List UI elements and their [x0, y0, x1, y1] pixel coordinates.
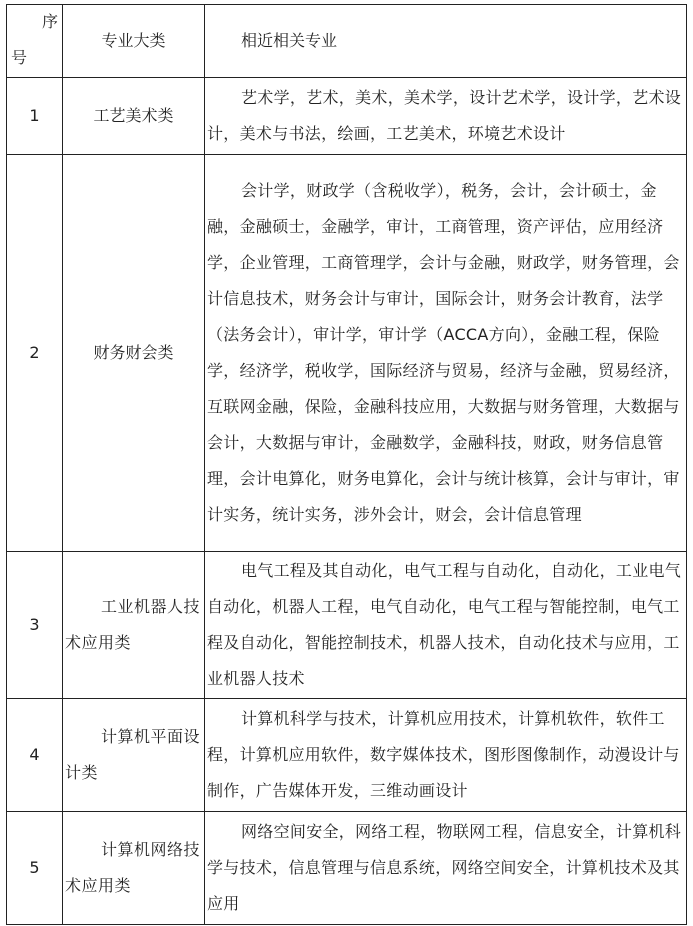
table-row	[7, 155, 687, 552]
row-number: 4	[7, 699, 63, 812]
table-row	[7, 552, 687, 699]
header-num-bottom: 号	[11, 48, 28, 67]
row-related-majors: 计算机科学与技术，计算机应用技术，计算机软件，软件工程，计算机应用软件，数字媒体技术，图形图像制作，动漫设计与制作，广告媒体开发，三维动画设计	[205, 699, 687, 812]
row-number: 3	[7, 552, 63, 699]
row-related-majors: 电气工程及其自动化，电气工程与自动化，自动化，工业电气自动化，机器人工程，电气自动化，电气工程与智能控制，电气工程及自动化，智能控制技术，机器人技术，自动化技术与应用，工业机器人技术	[205, 552, 687, 699]
row-category: 计算机平面设计类	[63, 699, 205, 812]
row-related-majors: 会计学，财政学（含税收学），税务，会计，会计硕士，金融，金融硕士，金融学，审计，工商管理，资产评估，应用经济学，企业管理，工商管理学，会计与金融，财政学，财务管理，会计信息技术，财务会计与审计，国际会计，财务会计教育，法学（法务会计），审计学，审计学（ACCA方向），金融工程，保险学，经济学，税收学，国际经济与贸易，经济与金融，贸易经济，互联网金融，保险，金融科技应用，大数据与财务管理，大数据与会计，大数据与审计，金融数学，金融科技，财政，财务信息管理，会计电算化，财务电算化，会计与统计核算，会计与审计，审计实务，统计实务，涉外会计，财会，会计信息管理	[205, 155, 687, 552]
table-row	[7, 699, 687, 812]
row-related-majors: 网络空间安全，网络工程，物联网工程，信息安全，计算机科学与技术，信息管理与信息系统，网络空间安全，计算机技术及其应用	[205, 812, 687, 925]
row-related-majors: 艺术学，艺术，美术，美术学，设计艺术学，设计学，艺术设计，美术与书法，绘画，工艺美术，环境艺术设计	[205, 78, 687, 155]
row-category: 工艺美术类	[63, 78, 205, 155]
row-number: 2	[7, 155, 63, 552]
header-related: 相近相关专业	[205, 5, 687, 78]
row-category: 财务财会类	[63, 155, 205, 552]
table-row	[7, 78, 687, 155]
row-category: 工业机器人技术应用类	[63, 552, 205, 699]
row-number: 1	[7, 78, 63, 155]
header-num-top: 序	[41, 12, 58, 31]
header-row	[7, 5, 687, 78]
row-number: 5	[7, 812, 63, 925]
row-category: 计算机网络技术应用类	[63, 812, 205, 925]
header-num-cell	[7, 5, 63, 78]
header-category: 专业大类	[63, 5, 205, 78]
majors-table	[6, 4, 687, 925]
table-row	[7, 812, 687, 925]
